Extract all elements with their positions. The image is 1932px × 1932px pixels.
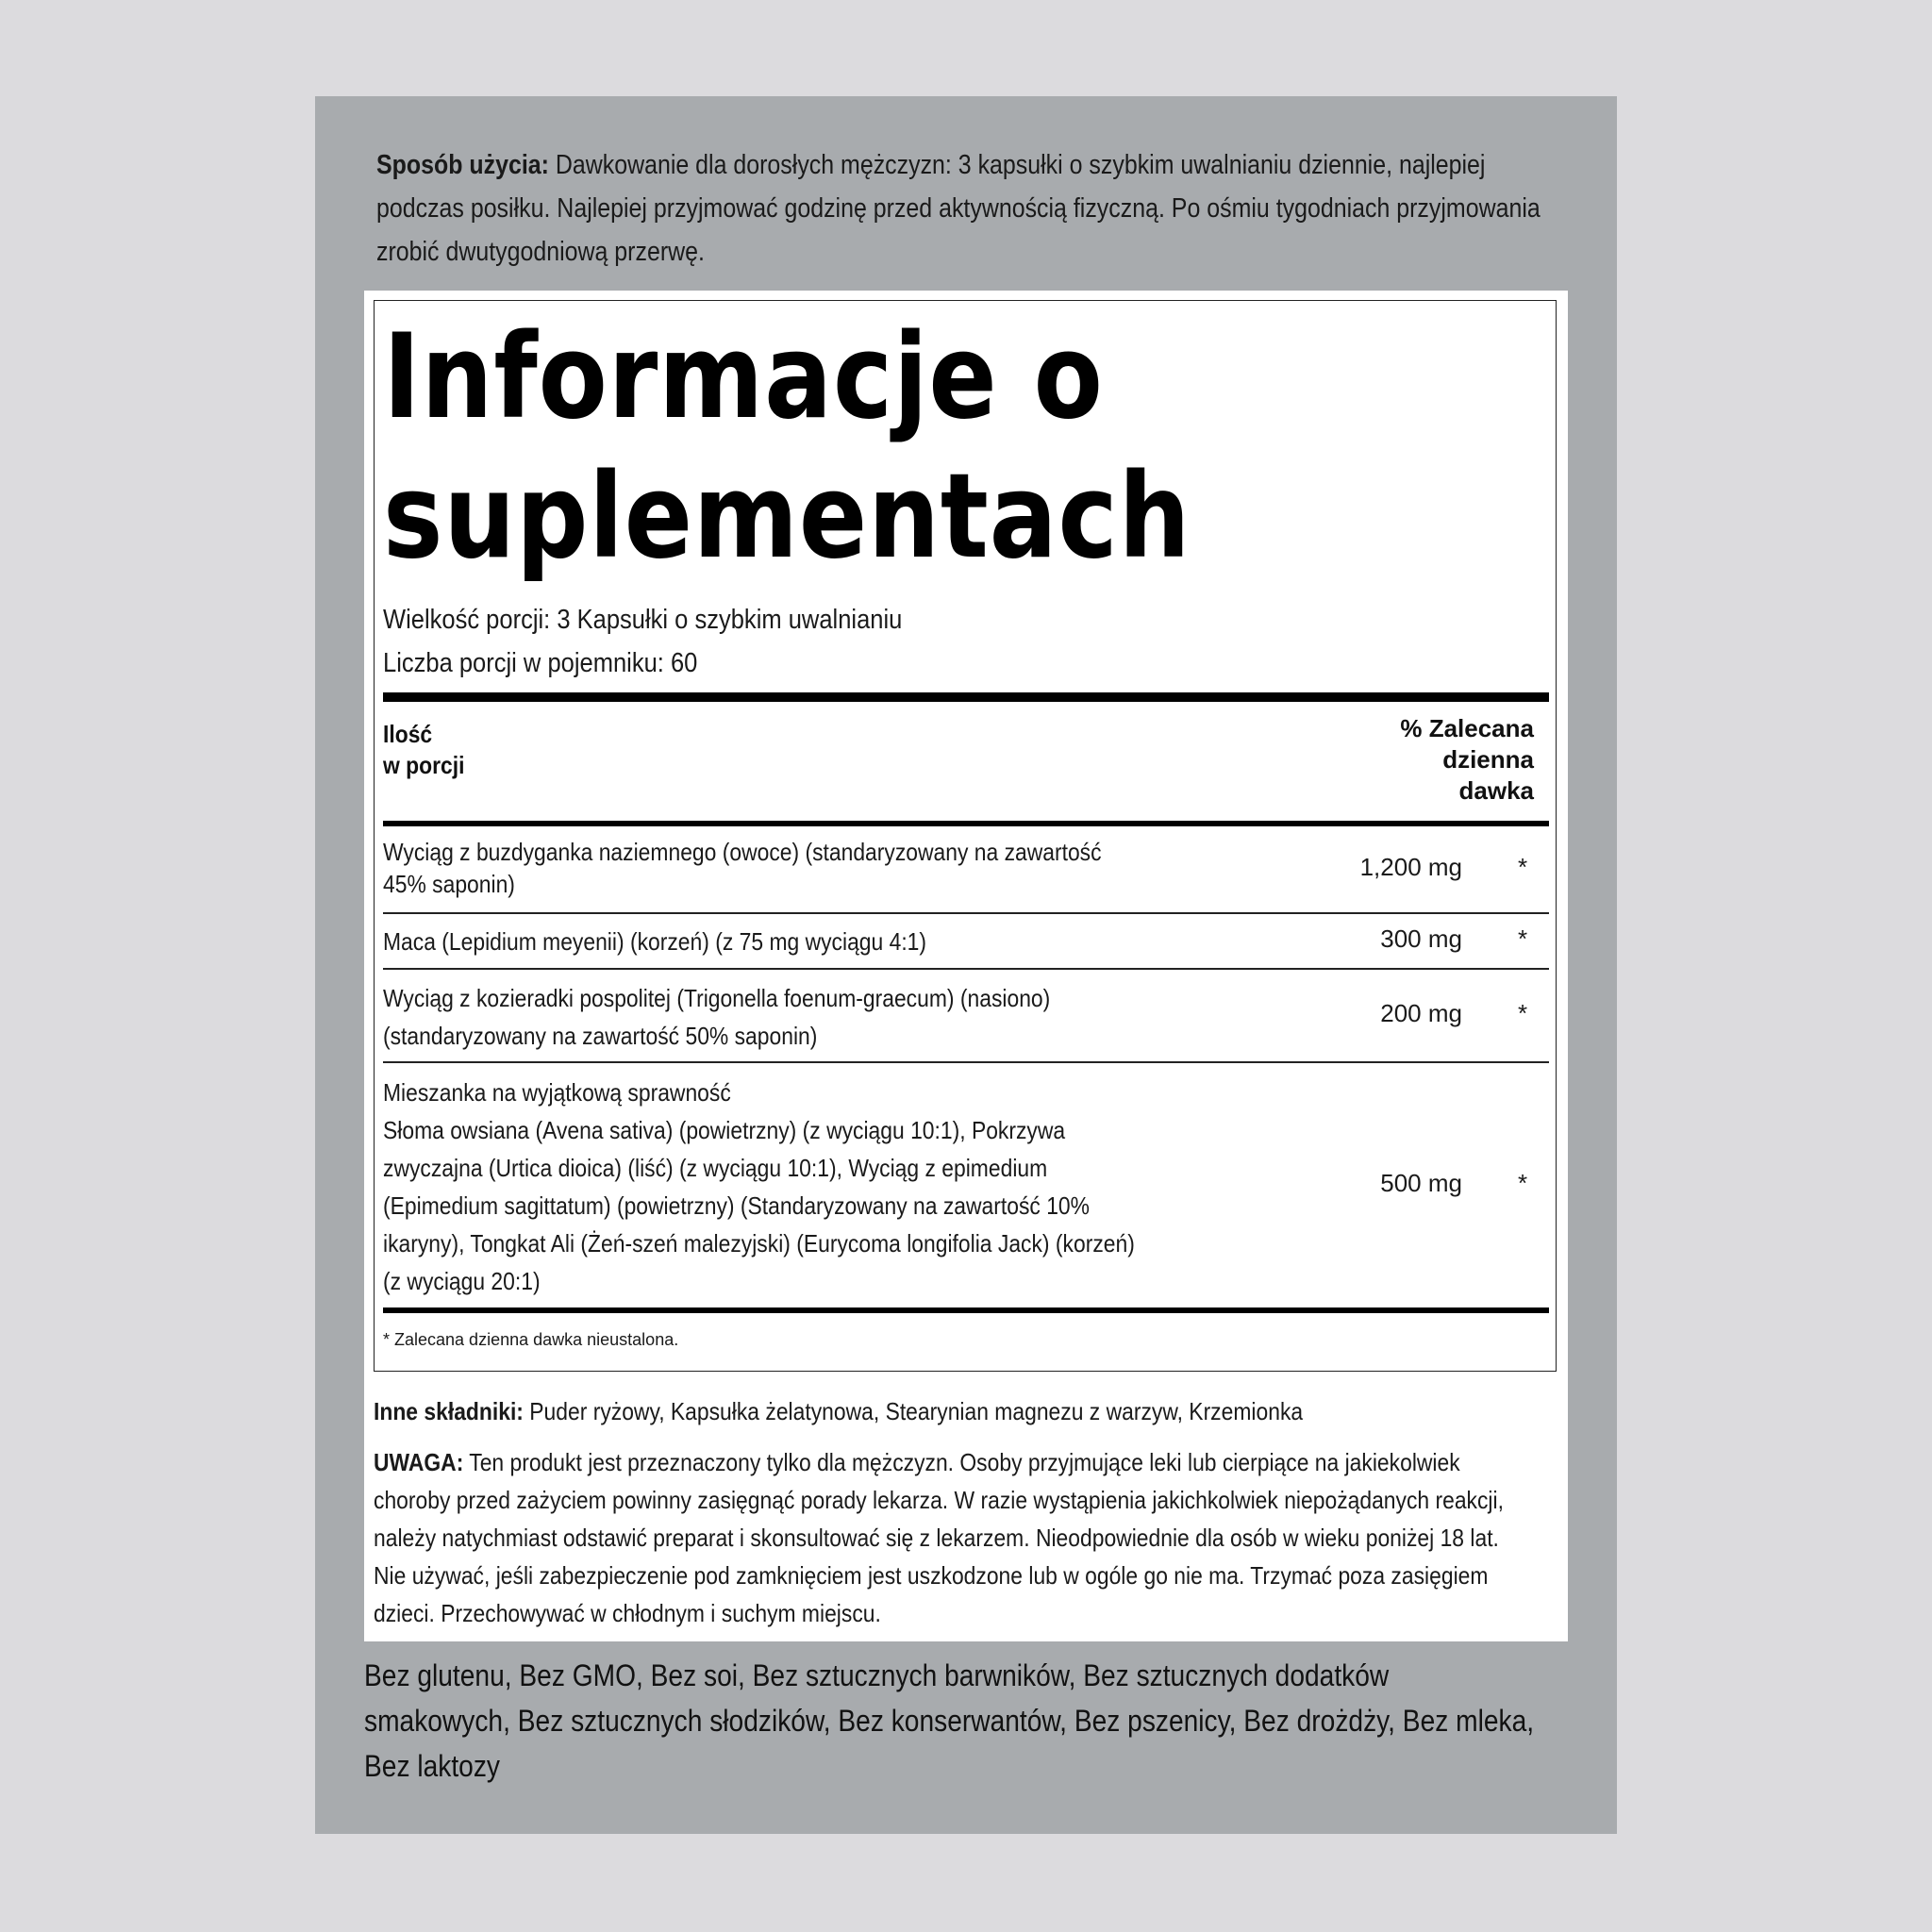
footnote: * Zalecana dzienna dawka nieustalona. <box>383 1330 679 1349</box>
ingredient-dv: * <box>1517 1169 1528 1197</box>
ingredient-name: 45% saponin) <box>383 870 515 898</box>
amount-header-line1: Ilość <box>383 720 433 748</box>
facts-title-line2: suplementach <box>383 449 1191 585</box>
table-row <box>383 836 1163 900</box>
other-ingredients-label: Inne składniki: <box>374 1397 524 1425</box>
ingredient-dv: * <box>1517 924 1528 953</box>
ingredient-name: (z wyciągu 20:1) <box>383 1267 541 1295</box>
free-from-statement <box>364 1653 1601 1789</box>
warning-line: należy natychmiast odstawić preparat i skonsultować się z lekarzem. Nieodpowiednie dla osób w wieku poniżej 18 lat. <box>374 1524 1499 1552</box>
ingredient-name: (standaryzowany na zawartość 50% saponin) <box>383 1022 818 1050</box>
directions-text <box>376 143 1577 274</box>
table-row <box>383 1074 1163 1300</box>
directions-body: Dawkowanie dla dorosłych mężczyzn: 3 kapsułki o szybkim uwalnianiu dziennie, najlepiej podczas posiłku. Najlepiej przyjmować godzinę przed aktywnością fizyczną. Po ośmiu tygodniach przyjmowania zrobić dwutygodniową przerwę. <box>376 150 1541 267</box>
ingredient-name: Mieszanka na wyjątkową sprawność <box>383 1078 731 1107</box>
ingredient-dv: * <box>1517 853 1528 881</box>
ingredient-name: Wyciąg z buzdyganka naziemnego (owoce) (standaryzowany na zawartość <box>383 838 1102 866</box>
free-from-line: Bez glutenu, Bez GMO, Bez soi, Bez sztucznych barwników, Bez sztucznych dodatków <box>364 1658 1390 1692</box>
servings-per-container: Liczba porcji w pojemniku: 60 <box>383 648 698 678</box>
free-from-line: Bez laktozy <box>364 1749 500 1783</box>
row-divider <box>383 968 1549 970</box>
row-divider <box>383 912 1549 914</box>
warning-text <box>374 1443 1560 1632</box>
free-from-line: smakowych, Bez sztucznych słodzików, Bez konserwantów, Bez pszenicy, Bez drożdży, Bez mleka, <box>364 1704 1535 1738</box>
dv-header <box>1321 713 1534 807</box>
dv-header-line3: dawka <box>1458 776 1534 805</box>
table-row <box>383 923 1163 960</box>
ingredient-name: (Epimedium sagittatum) (powietrzny) (Standaryzowany na zawartość 10% <box>383 1191 1090 1220</box>
thick-rule-bottom <box>383 1307 1549 1313</box>
ingredient-name: Słoma owsiana (Avena sativa) (powietrzny) (z wyciągu 10:1), Pokrzywa <box>383 1116 1066 1144</box>
ingredient-name: zwyczajna (Urtica dioica) (liść) (z wyciągu 10:1), Wyciąg z epimedium <box>383 1154 1048 1182</box>
ingredient-amount: 200 mg <box>1380 999 1462 1027</box>
thick-rule-header <box>383 821 1549 826</box>
ingredient-amount: 300 mg <box>1380 924 1462 953</box>
serving-size: Wielkość porcji: 3 Kapsułki o szybkim uwalnianiu <box>383 605 903 635</box>
serving-info <box>383 598 902 685</box>
dv-header-line1: % Zalecana <box>1400 714 1534 742</box>
amount-header <box>383 719 464 781</box>
ingredient-name: Wyciąg z kozieradki pospolitej (Trigonella foenum-graecum) (nasiono) <box>383 984 1051 1012</box>
amount-header-line2: w porcji <box>383 751 465 779</box>
warning-line: dzieci. Przechowywać w chłodnym i suchym miejscu. <box>374 1599 881 1627</box>
ingredient-name: Maca (Lepidium meyenii) (korzeń) (z 75 mg wyciągu 4:1) <box>383 927 927 956</box>
warning-line: choroby przed zażyciem powinny zasięgnąć porady lekarza. W razie wystąpienia jakichkolwiek niepożądanych reakcji, <box>374 1486 1504 1514</box>
ingredient-amount: 500 mg <box>1380 1169 1462 1197</box>
other-ingredients <box>374 1392 1536 1430</box>
warning-line: Ten produkt jest przeznaczony tylko dla mężczyzn. Osoby przyjmujące leki lub cierpiące na jakiekolwiek <box>463 1448 1460 1476</box>
other-ingredients-text: Puder ryżowy, Kapsułka żelatynowa, Stearynian magnezu z warzyw, Krzemionka <box>523 1397 1304 1425</box>
facts-title-line1: Informacje o <box>383 309 1104 445</box>
table-row <box>383 979 1163 1055</box>
ingredient-amount: 1,200 mg <box>1359 853 1462 881</box>
ingredient-name: ikaryny), Tongkat Ali (Żeń-szeń malezyjski) (Eurycoma longifolia Jack) (korzeń) <box>383 1229 1135 1257</box>
facts-title <box>383 308 1357 587</box>
dv-header-line2: dzienna <box>1442 745 1534 774</box>
row-divider <box>383 1061 1549 1063</box>
directions-label: Sposób użycia: <box>376 150 549 180</box>
ingredient-dv: * <box>1517 999 1528 1027</box>
warning-line: Nie używać, jeśli zabezpieczenie pod zamknięciem jest uszkodzone lub w ogóle go nie ma. Trzymać poza zasięgiem <box>374 1561 1489 1590</box>
warning-label: UWAGA: <box>374 1448 464 1476</box>
thick-rule-top <box>383 692 1549 702</box>
